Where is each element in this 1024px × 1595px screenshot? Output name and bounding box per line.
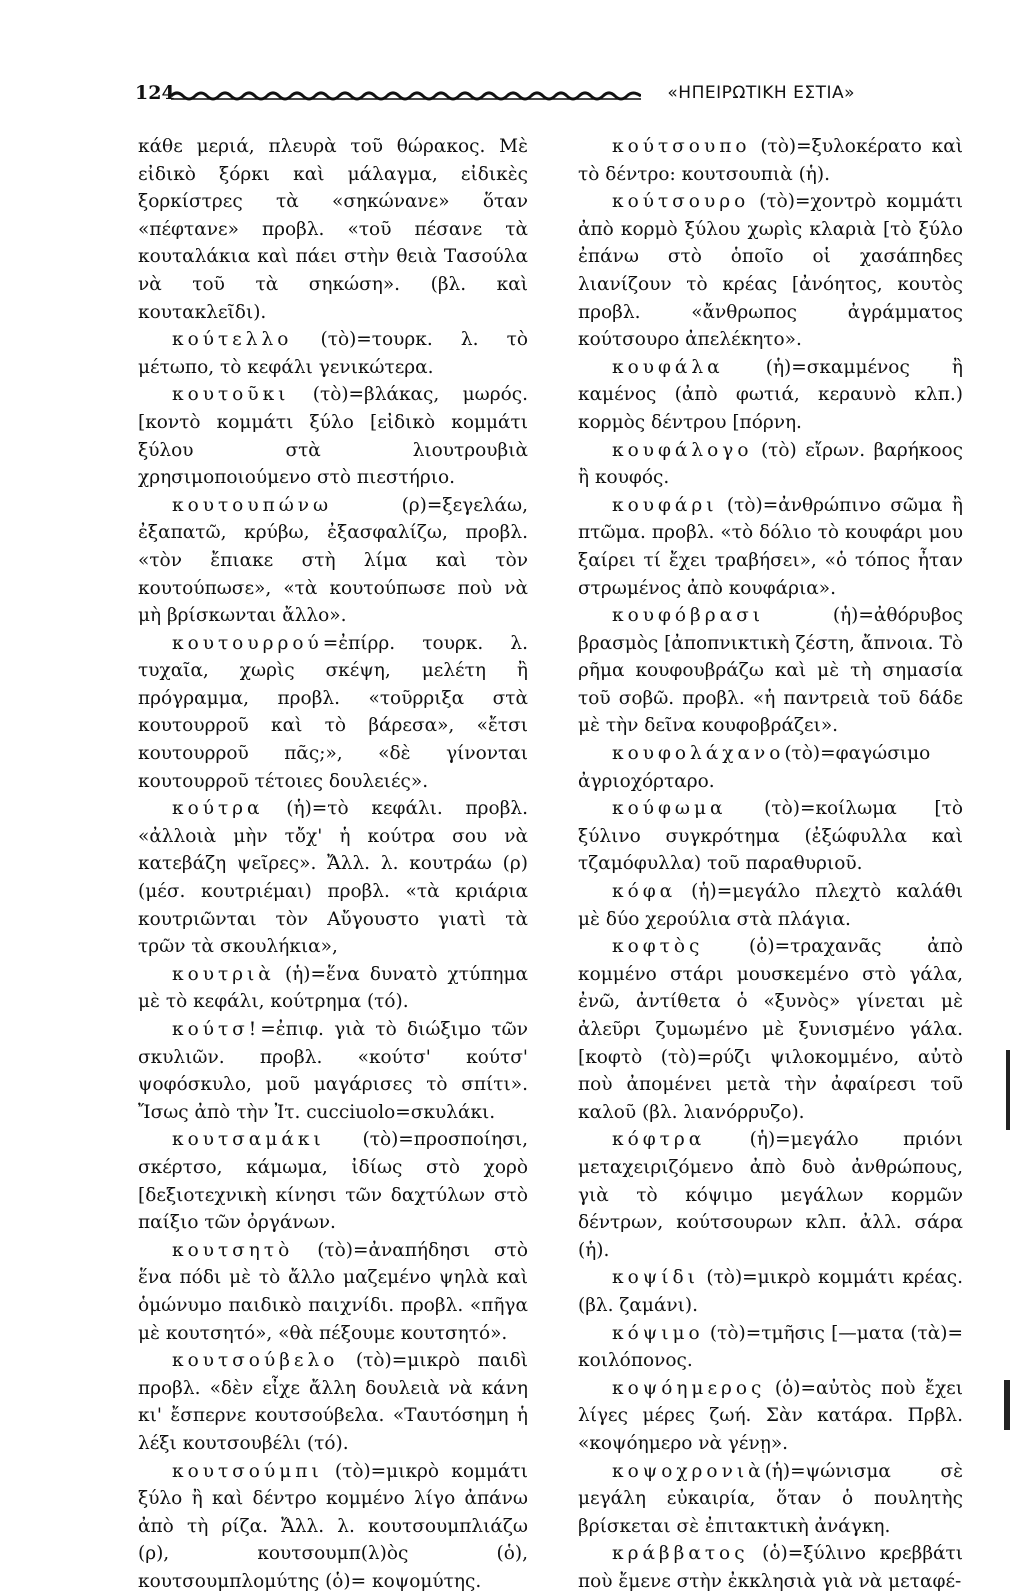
headword: κόψιμο (612, 1323, 704, 1344)
dictionary-entry (578, 1375, 963, 1458)
dictionary-entry (138, 1237, 528, 1347)
dictionary-entry (138, 492, 528, 630)
definition: (ρ)=ξεγελάω, ἐξαπατῶ, κρύβω, ἐξασφαλίζω, προβλ. «τὸν ἔπιακε στὴ λίμα καὶ τὸν κουτούπωσε», «τὰ κουτούπωσε ποὺ νὰ μὴ βρίσκωνται ἄλλο». (138, 495, 528, 626)
definition: (τὸ)=χοντρὸ κομμάτι ἀπὸ κορμὸ ξύλου χωρὶς κλαριὰ [τὸ ξύλο ἐπάνω στὸ ὁποῖο οἱ χασάπηδες λιανίζουν τὸ κρέας [ἀνόητος, κουτὸς προβλ. «ἄνθρωπος ἀγράμματος κούτσουρο ἀπελέκητο». (578, 191, 963, 350)
headword: κόφτρα (612, 1129, 705, 1150)
definition: (τὸ)=μικρὸ κομμάτι κρέας. (βλ. ζαμάνι). (578, 1267, 963, 1316)
headword: κόφα (612, 881, 676, 902)
dictionary-entry (138, 133, 528, 326)
headword: κούτσουπο (612, 136, 751, 157)
dictionary-entry (578, 878, 963, 933)
dictionary-entry (578, 437, 963, 492)
dictionary-entry (578, 188, 963, 354)
definition: (τὸ)=προσποίησι, σκέρτσο, κάμωμα, ἰδίως στὸ χορὸ [δεξιοτεχνικὴ κίνησι τῶν δαχτύλων στὸ παίξιο τῶν ὀργάνων. (138, 1129, 528, 1233)
definition: =ἐπιφ. γιὰ τὸ διώξιμο τῶν σκυλιῶν. προβλ. «κούτσ' κούτσ' ψοφόσκυλο, μοῦ μαγάρισες τὸ σπίτι». Ἴσως ἀπὸ τὴν Ἰτ. cucciuolo=σκυλάκι. (138, 1019, 528, 1123)
dictionary-entry (138, 1347, 528, 1457)
definition: (ἡ)=τὸ κεφάλι. προβλ. «ἀλλοιὰ μὴν τὄχ' ἡ κούτρα σου νὰ κατεβάζη ψεῖρες». Ἄλλ. λ. κουτράω (ρ) (μέσ. κουτριέμαι) προβλ. «τὰ κριάρια κουτριῶνται τὸν Αὔγουστο γιατὶ τὰ τρῶν τὰ σκουλήκια», (138, 798, 528, 957)
definition: =ἐπίρρ. τουρκ. λ. τυχαῖα, χωρὶς σκέψη, μελέτη ἢ πρόγραμμα, προβλ. «τοῦρριξα στὰ κουτουρροῦ καὶ τὸ βάρεσα», «ἔτσι κουτουρροῦ πᾶς;», «δὲ γίνονται κουτουρροῦ τέτοιες δουλειές». (138, 633, 528, 792)
headword: κουφάλογο (612, 440, 752, 461)
headword: κουτοῦκι (172, 384, 289, 405)
headword: κουτσαμάκι (172, 1129, 325, 1150)
dictionary-entry (578, 795, 963, 878)
headword: κουφάρι (612, 495, 718, 516)
dictionary-entry (138, 1458, 528, 1595)
dictionary-entry (138, 326, 528, 381)
dictionary-entry (578, 1126, 963, 1264)
headword: κούτσ! (172, 1019, 260, 1040)
headword: κουτσητὸ (172, 1240, 293, 1261)
definition: (τὸ) εἴρων. βαρήκοος ἢ κουφός. (578, 440, 963, 489)
headword: κούτελλο (172, 329, 292, 350)
right-column (578, 133, 963, 1595)
definition: (τὸ)=μικρὸ παιδὶ προβλ. «δὲν εἶχε ἄλλη δουλειὰ νὰ κάνη κι' ἔσπερνε κουτσούβελα. «Ταυτόσημη ἡ λέξι κουτσουβέλι (τό). (138, 1350, 528, 1454)
headword: κούφωμα (612, 798, 727, 819)
headword: κοψίδι (612, 1267, 699, 1288)
definition: (τὸ)=τουρκ. λ. τὸ μέτωπο, τὸ κεφάλι γενικώτερα. (138, 329, 528, 378)
definition: (ἡ)=μεγάλο πριόνι μεταχειριζόμενο ἀπὸ δυὸ ἀνθρώπους, γιὰ τὸ κόψιμο μεγάλων κορμῶν δέντρων, κούτσουρων κλπ. ἀλλ. σάρα (ἡ). (578, 1129, 963, 1260)
headword: κούτρα (172, 798, 264, 819)
definition: (ἡ)=ψώνισμα σὲ μεγάλη εὐκαιρία, ὅταν ὁ πουλητὴς βρίσκεται σὲ ἐπιτακτικὴ ἀνάγκη. (578, 1461, 963, 1537)
dictionary-entry (138, 1016, 528, 1126)
headword: κοφτὸς (612, 936, 703, 957)
dictionary-entry (138, 961, 528, 1016)
headword: κουφόβρασι (612, 605, 764, 626)
page-number: 124 (135, 82, 175, 104)
dictionary-entry (138, 795, 528, 961)
headword: κουτσούμπι (172, 1461, 323, 1482)
definition: (τὸ)=ἀναπήδησι στὸ ἕνα πόδι μὲ τὸ ἄλλο μαζεμένο ψηλὰ καὶ ὁμώνυμο παιδικὸ παιχνίδι. προβλ. «πῆγα μὲ κουτσητό», «θὰ πέξουμε κουτσητό». (138, 1240, 528, 1344)
definition: (ὁ)=αὐτὸς ποὺ ἔχει λίγες μέρες ζωή. Σὰν κατάρα. Πρβλ. «κοψόημερο νὰ γένῃ». (578, 1378, 963, 1454)
headword: κράββατος (612, 1543, 749, 1564)
dictionary-entry (138, 381, 528, 491)
dictionary-entry (138, 1126, 528, 1236)
left-column (138, 133, 528, 1595)
dictionary-entry (578, 492, 963, 602)
dictionary-entry (578, 1320, 963, 1375)
headword: κουτριὰ (172, 964, 275, 985)
headword: κούτσουρο (612, 191, 749, 212)
dictionary-entry (578, 740, 963, 795)
decorative-rule (171, 84, 641, 106)
definition: (ἡ)=ἕνα δυνατὸ χτύπημα μὲ τὸ κεφάλι, κούτρημα (τό). (138, 964, 528, 1013)
definition: (τὸ)=ξυλοκέρατο καὶ τὸ δέντρο: κουτσουπιὰ (ἡ). (578, 136, 963, 185)
definition: (τὸ)=φαγώσιμο ἀγριοχόρταρο. (578, 743, 930, 792)
definition: (ὁ)=ξύλινο κρεββάτι ποὺ ἔμενε στὴν ἐκκλησιὰ γιὰ νὰ μεταφέ- (578, 1543, 963, 1592)
headword: κοψόημερος (612, 1378, 765, 1399)
dictionary-entry (578, 1540, 963, 1595)
headword: κουφολάχανο (612, 743, 784, 764)
definition: (τὸ)=κοίλωμα [τὸ ξύλινο συγκρότημα (ἐξώφυλλα καὶ τζαμόφυλλα) τοῦ παραθυριοῦ. (578, 798, 963, 874)
journal-title: «ΗΠΕΙΡΩΤΙΚΗ ΕΣΤΙΑ» (667, 83, 855, 103)
definition: (τὸ)=τμῆσις [—ματα (τὰ)= κοιλόπονος. (578, 1323, 963, 1372)
dictionary-entry (578, 602, 963, 740)
definition: (τὸ)=βλάκας, μωρός. [κοντὸ κομμάτι ξύλο [εἰδικὸ κομμάτι ξύλου στὰ λιουτρουβιὰ χρησιμοποιούμενο στὸ πιεστήριο. (138, 384, 528, 488)
dictionary-entry (578, 933, 963, 1126)
dictionary-entry (578, 1264, 963, 1319)
definition: (τὸ)=ἀνθρώπινο σῶμα ἢ πτῶμα. προβλ. «τὸ δόλιο τὸ κουφάρι μου ξαίρει τί ἔχει τραβήσει», «ὁ τόπος ἦταν στρωμένος ἀπὸ κουφάρια». (578, 495, 963, 599)
scan-edge-mark (1006, 1050, 1010, 1130)
definition: (ὁ)=τραχανᾶς ἀπὸ κομμένο στάρι μουσκεμένο στὸ γάλα, ἐνῶ, ἀντίθετα ὁ «ξυνὸς» γίνεται μὲ ἀλεῦρι ζυμωμένο μὲ ξυνισμένο γάλα. [κοφτὸ (τὸ)=ρύζι ψιλοκομμένο, αὐτὸ ποὺ ἀπομένει μετὰ τὴν ἀφαίρεσι τοῦ καλοῦ (βλ. λιανόρρυζο). (578, 936, 963, 1123)
dictionary-entry (138, 630, 528, 796)
headword: κοψοχρονιὰ (612, 1461, 765, 1482)
definition: (τὸ)=μικρὸ κομμάτι ξύλο ἢ καὶ δέντρο κομμένο λίγο ἀπάνω ἀπὸ τὴ ρίζα. Ἄλλ. λ. κουτσουμπλιάζω (ρ), κουτσουμπ(λ)ὸς (ὁ), κουτσουμπλομύτης (ὁ)= κοψομύτης. (138, 1461, 528, 1592)
headword: κουτουπώνω (172, 495, 332, 516)
page-header (135, 78, 855, 114)
definition: (ἡ)=μεγάλο πλεχτὸ καλάθι μὲ δύο χερούλια στὰ πλάγια. (578, 881, 963, 930)
headword: κουτσούβελο (172, 1350, 338, 1371)
definition: κάθε μεριά, πλευρὰ τοῦ θώρακος. Μὲ εἰδικὸ ξόρκι καὶ μάλαγμα, εἰδικὲς ξορκίστρες τὰ «σηκώνανε» ὅταν «πέφτανε» προβλ. «τοῦ πέσανε τὰ κουταλάκια καὶ πάει στὴν θειὰ Τασούλα νὰ τοῦ τὰ σηκώση». (βλ. καὶ κουτακλεῖδι). (138, 136, 528, 323)
definition: (ἡ)=ἀθόρυβος βρασμὸς [ἀποπνικτικὴ ζέστη, ἄπνοια. Τὸ ρῆμα κουφουβράζω καὶ μὲ τὴ σημασία τοῦ σοβῶ. προβλ. «ἡ παντρειὰ τοῦ δάδε μὲ τὴν δεῖνα κουφοβράζει». (578, 605, 963, 736)
dictionary-entry (578, 133, 963, 188)
scan-edge-mark (1004, 1380, 1010, 1430)
definition: (ἡ)=σκαμμένος ἢ καμένος (ἀπὸ φωτιά, κεραυνὸ κλπ.) κορμὸς δέντρου [πόρνη. (578, 357, 963, 433)
dictionary-entry (578, 354, 963, 437)
headword: κουτουρρού (172, 633, 323, 654)
dictionary-entry (578, 1458, 963, 1541)
headword: κουφάλα (612, 357, 724, 378)
